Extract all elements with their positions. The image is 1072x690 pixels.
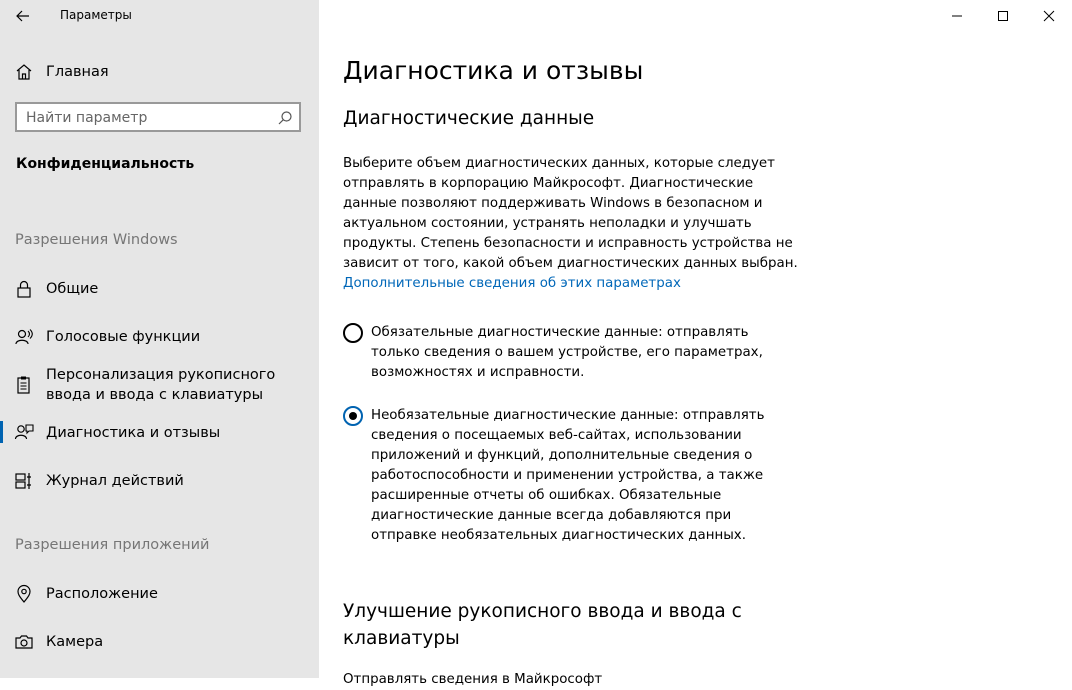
- timeline-icon: [14, 471, 34, 491]
- section-heading-inking-typing: Улучшение рукописного ввода и ввода с клавиатуры: [343, 601, 742, 649]
- sidebar-item-label: Диагностика и отзывы: [46, 425, 221, 441]
- search-icon[interactable]: [277, 110, 293, 126]
- sidebar-item-label: Голосовые функции: [46, 329, 201, 345]
- diagnostic-description: Выберите объем диагностических данных, которые следует отправлять в корпорацию Майкрософт. Диагностические данные позволяют поддерживать Windows в безопасном и актуальном состоянии, устранять неполадки и улучшать продукты. Степень безопасности и исправность устройства не зависит от того, какой объем диагностических данных выбран.: [343, 156, 798, 271]
- feedback-icon: [14, 423, 34, 443]
- group-label-windows: Разрешения Windows: [15, 232, 178, 248]
- sidebar-item-label: Камера: [46, 634, 104, 650]
- speech-icon: [14, 327, 34, 347]
- sidebar-item-speech[interactable]: [0, 327, 319, 349]
- main-content: [319, 0, 1072, 687]
- camera-icon: [14, 632, 34, 652]
- sidebar-item-general[interactable]: [0, 279, 319, 301]
- radio-button-unchecked[interactable]: [343, 323, 363, 343]
- search-input[interactable]: [26, 109, 266, 127]
- sidebar-item-camera[interactable]: [0, 632, 319, 654]
- lock-icon: [14, 279, 34, 299]
- sidebar-item-label: Расположение: [46, 586, 158, 602]
- page-title: Диагностика и отзывы: [343, 56, 644, 85]
- radio-button-checked[interactable]: [343, 406, 363, 426]
- close-icon: [1043, 10, 1055, 22]
- back-button[interactable]: [0, 0, 46, 32]
- clipboard-icon: [14, 375, 34, 395]
- location-icon: [14, 584, 34, 604]
- search-field[interactable]: [15, 102, 301, 132]
- radio-label: Необязательные диагностические данные: отправлять сведения о посещаемых веб-сайтах, использовании приложений и функций, дополнительные сведения о работоспособности и применении устройства, а также расширенные отчеты об ошибках. Обязательные диагностические данные всегда добавляются при отправке необязательных диагностических данных.: [371, 408, 765, 543]
- radio-label: Обязательные диагностические данные: отправлять только сведения о вашем устройстве, его параметрах, возможностях и исправности.: [371, 325, 763, 380]
- maximize-icon: [997, 10, 1009, 22]
- sidebar-item-activity[interactable]: [0, 471, 319, 493]
- back-arrow-icon: [16, 10, 30, 22]
- sidebar-item-inking-typing[interactable]: [0, 365, 319, 407]
- maximize-button[interactable]: [980, 0, 1026, 32]
- sidebar-item-label: Главная: [46, 64, 109, 80]
- more-info-link[interactable]: Дополнительные сведения об этих параметрах: [343, 276, 681, 291]
- sidebar: [0, 0, 319, 678]
- section2-text-partial: Отправлять сведения в Майкрософт: [343, 672, 603, 687]
- sidebar-item-label: Персонализация рукописного ввода и ввода с клавиатуры: [46, 367, 276, 403]
- sidebar-item-label: Журнал действий: [46, 473, 184, 489]
- minimize-icon: [951, 10, 963, 22]
- app-title: Параметры: [60, 8, 132, 22]
- sidebar-item-label: Общие: [46, 281, 99, 297]
- sidebar-item-location[interactable]: [0, 584, 319, 606]
- sidebar-item-home[interactable]: [0, 62, 319, 84]
- sidebar-item-diagnostics[interactable]: [0, 423, 319, 445]
- minimize-button[interactable]: [934, 0, 980, 32]
- section-heading-diagnostic-data: Диагностические данные: [343, 108, 595, 129]
- category-title: Конфиденциальность: [16, 156, 195, 172]
- close-button[interactable]: [1026, 0, 1072, 32]
- group-label-apps: Разрешения приложений: [15, 537, 210, 553]
- home-icon: [14, 62, 34, 82]
